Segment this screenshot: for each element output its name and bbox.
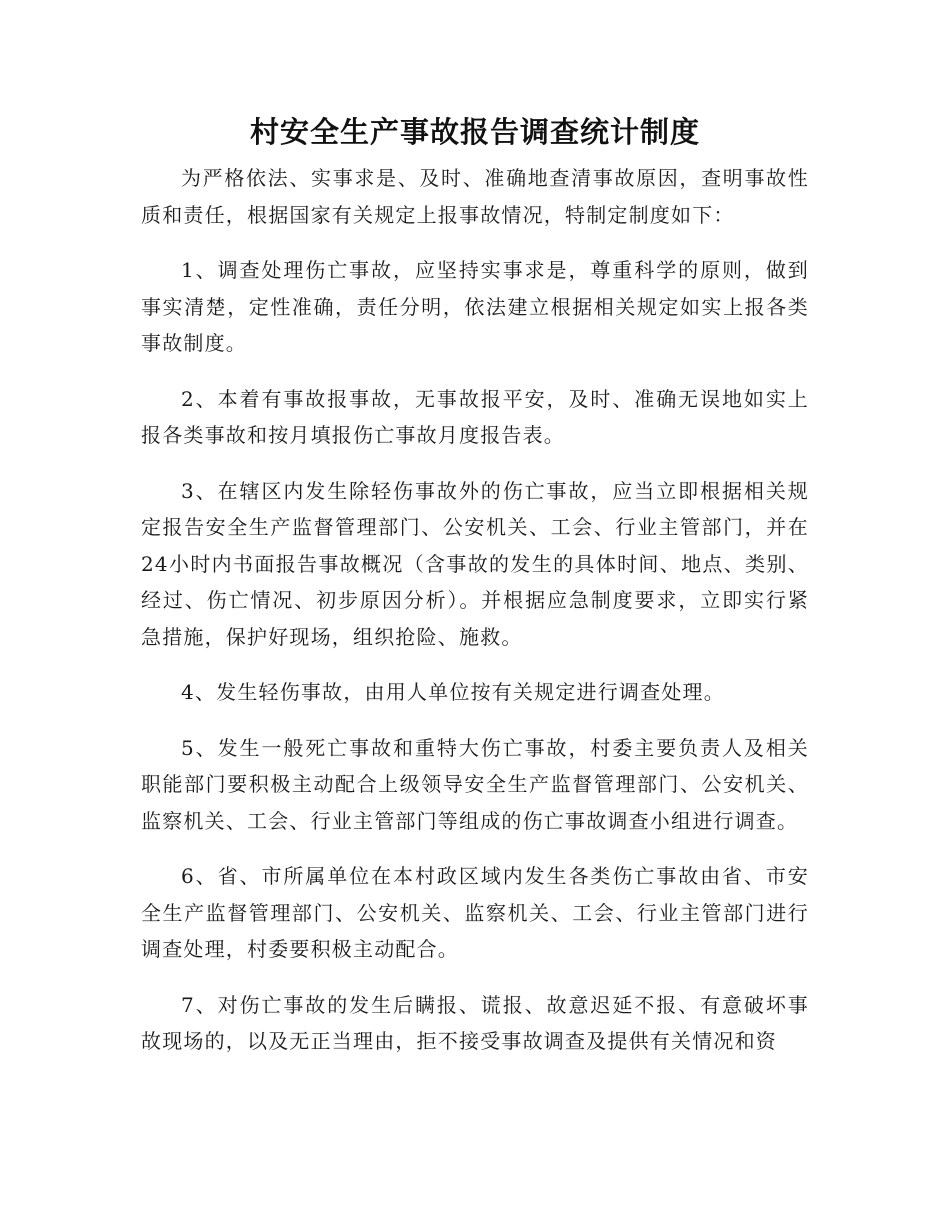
clause-4-paragraph: 4、发生轻伤事故，由用人单位按有关规定进行调查处理。	[181, 680, 725, 704]
clause-5-paragraph: 5、发生一般死亡事故和重特大伤亡事故，村委主要负责人及相关职能部门要积极主动配合上级领导安全生产监督管理部门、公安机关、监察机关、工会、行业主管部门等组成的伤亡事故调查小组进行调查。	[141, 735, 809, 833]
clause-6-paragraph: 6、省、市所属单位在本村政区域内发生各类伤亡事故由省、市安全生产监督管理部门、公安机关、监察机关、工会、行业主管部门进行调查处理，村委要积极主动配合。	[141, 864, 809, 961]
clause-2-paragraph: 2、本着有事故报事故，无事故报平安，及时、准确无误地如实上报各类事故和按月填报伤亡事故月度报告表。	[141, 386, 809, 447]
clause-7-paragraph: 7、对伤亡事故的发生后瞒报、谎报、故意迟延不报、有意破坏事故现场的，以及无正当理由，拒不接受事故调查及提供有关情况和资	[141, 992, 809, 1053]
clause-1-paragraph: 1、调查处理伤亡事故，应坚持实事求是，尊重科学的原则，做到事实清楚，定性准确，责任分明，依法建立根据相关规定如实上报各类事故制度。	[141, 258, 809, 355]
document-body	[141, 160, 809, 1079]
document-title: 村安全生产事故报告调查统计制度	[249, 115, 700, 149]
intro-paragraph: 为严格依法、实事求是、及时、准确地查清事故原因，查明事故性质和责任，根据国家有关规定上报事故情况，特制定制度如下：	[141, 166, 809, 227]
clause-3-paragraph: 3、在辖区内发生除轻伤事故外的伤亡事故，应当立即根据相关规定报告安全生产监督管理部门、公安机关、工会、行业主管部门，并在24小时内书面报告事故概况（含事故的发生的具体时间、地点、类别、经过、伤亡情况、初步原因分析）。并根据应急制度要求，立即实行紧急措施，保护好现场，组织抢险、施救。	[141, 478, 809, 649]
